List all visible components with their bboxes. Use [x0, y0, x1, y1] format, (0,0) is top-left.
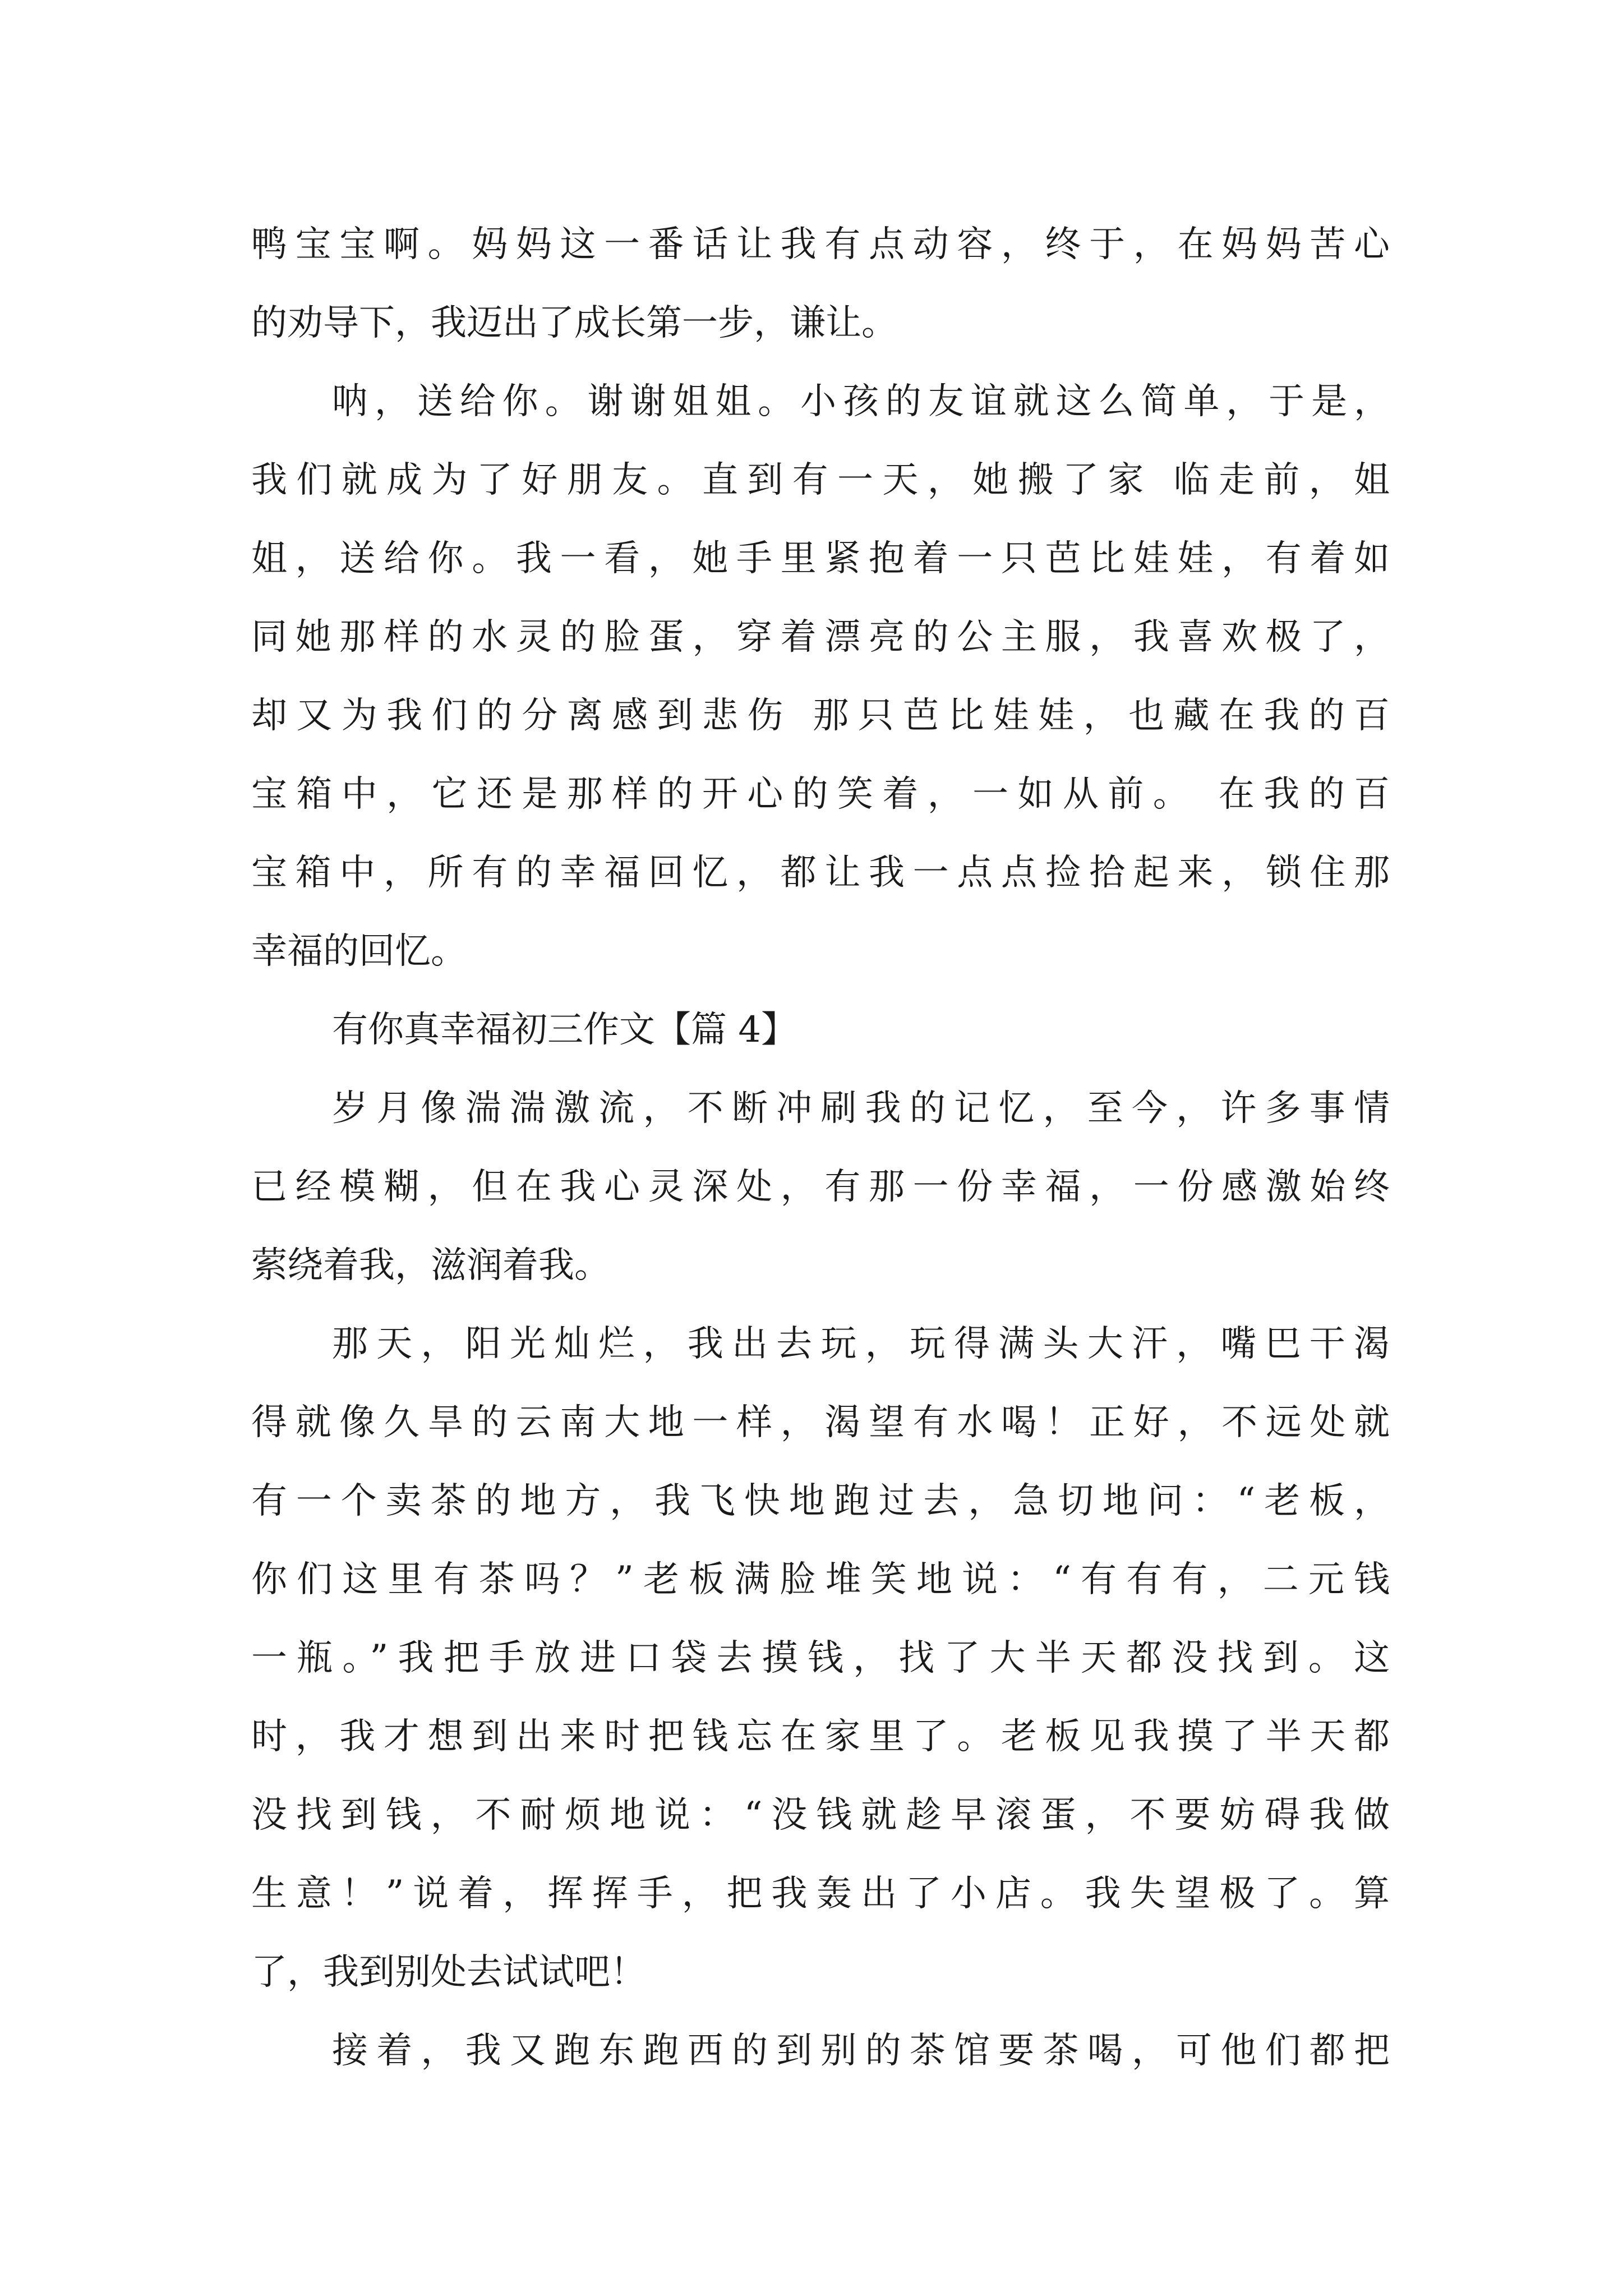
- text-line: 萦绕着我，滋润着我。: [251, 1245, 610, 1286]
- text-line: 那天，阳光灿烂，我出去玩，玩得满头大汗，嘴巴干渴: [332, 1323, 1390, 1365]
- text-line: 同她那样的水灵的脸蛋，穿着漂亮的公主服，我喜欢极了，: [251, 616, 1390, 658]
- text-line: 了，我到别处去试试吧！: [251, 1952, 646, 1993]
- text-line: 岁月像湍湍激流，不断冲刷我的记忆，至今，许多事情: [332, 1088, 1390, 1129]
- text-line: 我们就成为了好朋友。直到有一天，她搬了家 临走前，姐: [251, 459, 1390, 501]
- text-line: 一瓶。”我把手放进口袋去摸钱，找了大半天都没找到。这: [251, 1637, 1390, 1679]
- text-line: 得就像久旱的云南大地一样，渴望有水喝！正好，不远处就: [251, 1402, 1390, 1443]
- text-line: 鸭宝宝啊。妈妈这一番话让我有点动容，终于，在妈妈苦心: [251, 224, 1390, 265]
- text-line: 呐，送给你。谢谢姐姐。小孩的友谊就这么简单，于是，: [332, 381, 1390, 422]
- text-line: 的劝导下，我迈出了成长第一步，谦让。: [251, 302, 897, 344]
- text-line: 时，我才想到出来时把钱忘在家里了。老板见我摸了半天都: [251, 1716, 1390, 1757]
- text-line: 却又为我们的分离感到悲伤 那只芭比娃娃，也藏在我的百: [251, 695, 1390, 737]
- text-line: 接着，我又跑东跑西的到别的茶馆要茶喝，可他们都把: [332, 2030, 1390, 2072]
- text-line: 幸福的回忆。: [251, 931, 467, 972]
- document-body: [251, 205, 1390, 2090]
- text-line: 有一个卖茶的地方，我飞快地跑过去，急切地问：“老板，: [251, 1480, 1390, 1522]
- text-line: 你们这里有茶吗？”老板满脸堆笑地说：“有有有，二元钱: [251, 1559, 1390, 1600]
- text-line: 没找到钱，不耐烦地说：“没钱就趁早滚蛋，不要妨碍我做: [251, 1795, 1390, 1836]
- text-line: 宝箱中，它还是那样的开心的笑着，一如从前。 在我的百: [251, 774, 1390, 815]
- text-line: 生意！”说着，挥挥手，把我轰出了小店。我失望极了。算: [251, 1873, 1390, 1915]
- text-line: 宝箱中，所有的幸福回忆，都让我一点点捡拾起来，锁住那: [251, 852, 1390, 894]
- section-heading: 有你真幸福初三作文【篇 4】: [332, 1009, 797, 1051]
- text-line: 已经模糊，但在我心灵深处，有那一份幸福，一份感激始终: [251, 1166, 1390, 1208]
- text-line: 姐，送给你。我一看，她手里紧抱着一只芭比娃娃，有着如: [251, 538, 1390, 579]
